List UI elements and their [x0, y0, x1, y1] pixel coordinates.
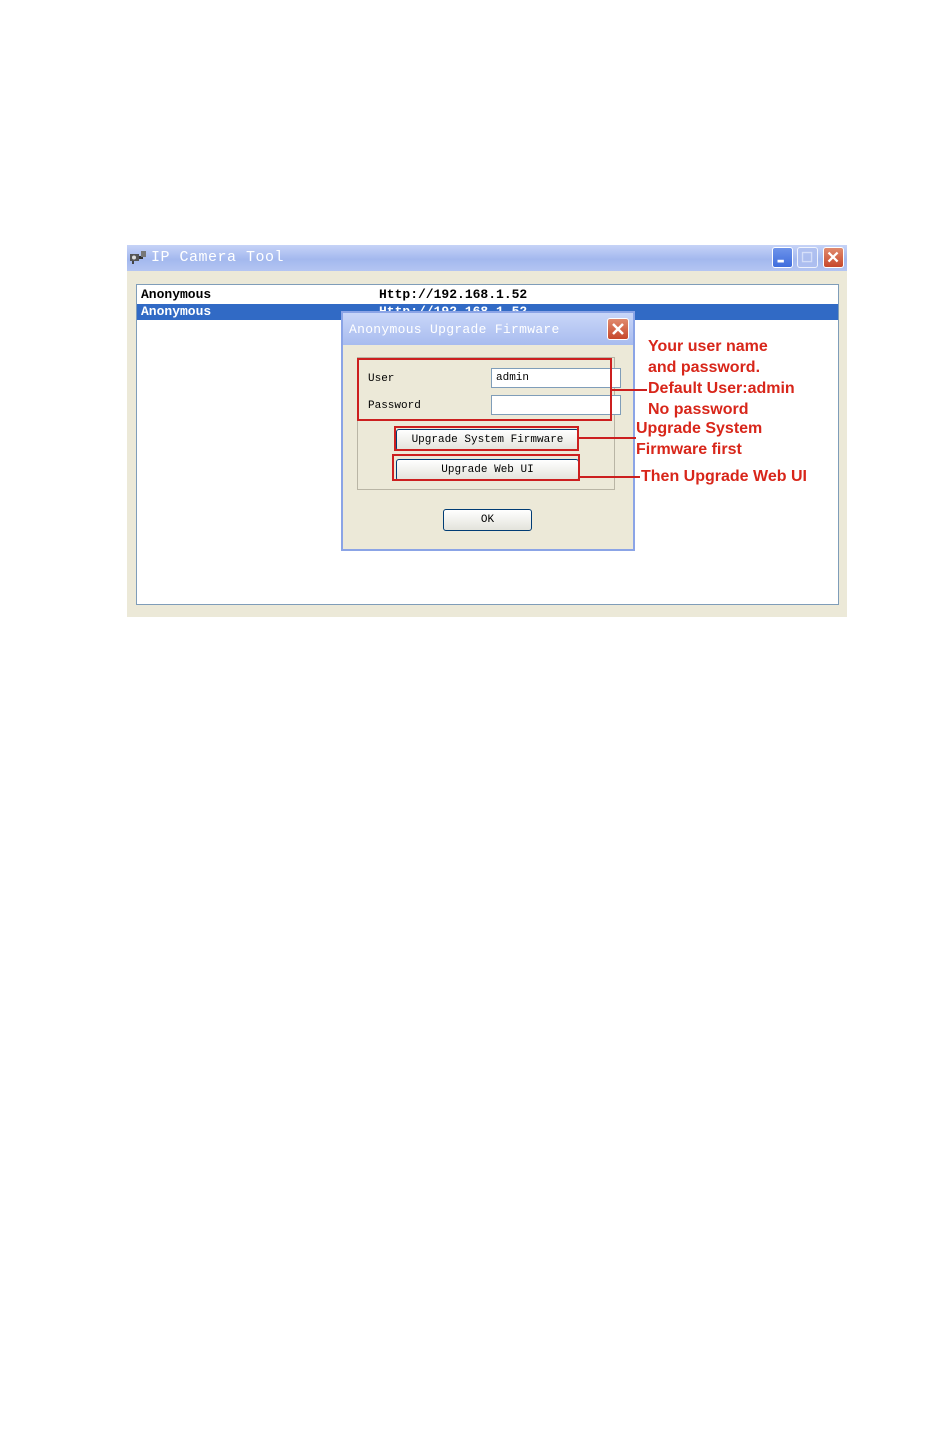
camera-name: Anonymous: [141, 304, 212, 319]
close-icon: [824, 248, 843, 267]
ok-button[interactable]: OK: [443, 509, 532, 531]
web-note-line1: Then Upgrade Web UI: [641, 468, 807, 485]
maximize-icon: [798, 248, 817, 267]
system-firmware-highlight-box: [394, 426, 579, 451]
minimize-button[interactable]: [772, 247, 793, 268]
credentials-callout-line: [612, 389, 647, 391]
password-label: Password: [368, 400, 421, 412]
camera-name: Anonymous: [141, 287, 212, 302]
credentials-note-line1: Your user name: [648, 338, 768, 355]
dialog-close-button[interactable]: [607, 318, 629, 340]
camera-url: Http://192.168.1.52: [379, 287, 528, 302]
user-input[interactable]: admin: [491, 368, 621, 388]
window-title: IP Camera Tool: [151, 249, 285, 266]
list-item[interactable]: [137, 287, 838, 303]
system-note-line1: Upgrade System: [636, 420, 763, 437]
credentials-highlight-box: [357, 358, 612, 421]
system-callout-line: [579, 437, 636, 439]
maximize-button[interactable]: [797, 247, 818, 268]
credentials-note-line4: No password: [648, 401, 749, 418]
web-ui-highlight-box: [392, 454, 580, 481]
dialog-titlebar[interactable]: [343, 313, 633, 345]
window-titlebar[interactable]: [127, 245, 847, 271]
web-callout-line: [580, 476, 640, 478]
user-label: User: [368, 373, 395, 385]
dialog-title: Anonymous Upgrade Firmware: [349, 322, 560, 337]
close-button[interactable]: [823, 247, 844, 268]
minimize-icon: [773, 248, 792, 267]
upgrade-web-ui-button[interactable]: Upgrade Web UI: [396, 459, 579, 481]
system-note-line2: Firmware first: [636, 441, 742, 458]
close-icon: [608, 319, 628, 339]
upgrade-system-firmware-button[interactable]: Upgrade System Firmware: [396, 429, 579, 451]
credentials-note-line3: Default User:admin: [648, 380, 795, 397]
credentials-note-line2: and password.: [648, 359, 761, 376]
app-icon: [129, 249, 147, 265]
